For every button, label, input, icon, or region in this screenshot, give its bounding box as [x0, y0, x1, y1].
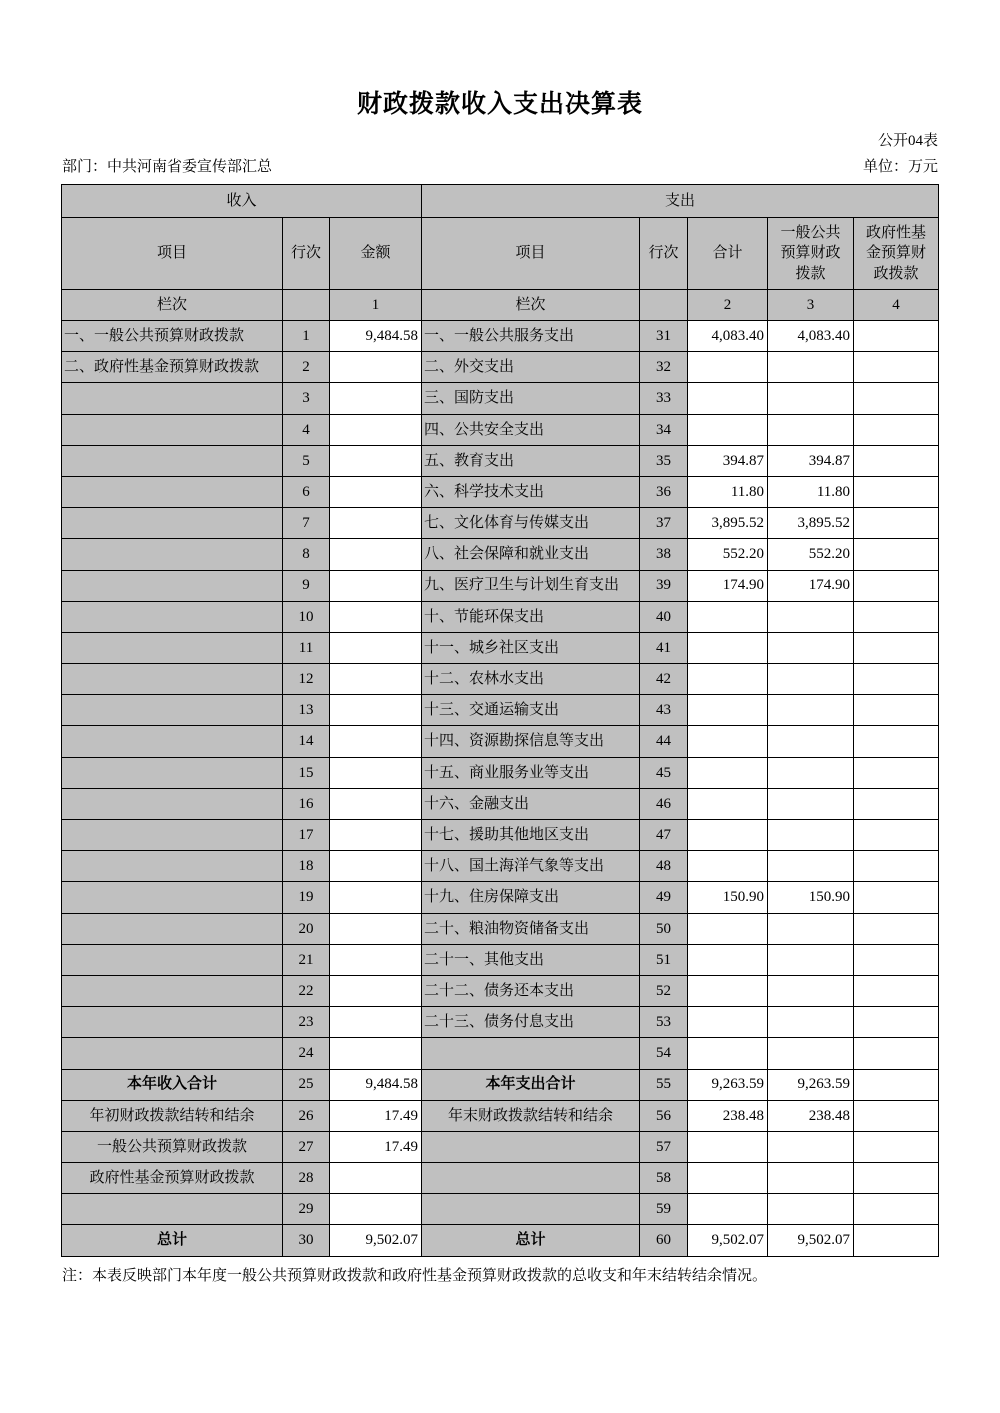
income-item-cell: 本年收入合计 — [62, 1069, 283, 1100]
expense-fund-cell — [854, 975, 939, 1006]
expense-total-cell — [688, 664, 768, 695]
expense-total-cell: 9,263.59 — [688, 1069, 768, 1100]
expense-fund-cell — [854, 570, 939, 601]
expense-general-cell — [768, 601, 854, 632]
income-line-cell: 12 — [283, 664, 330, 695]
income-line-cell: 20 — [283, 913, 330, 944]
expense-fund-cell — [854, 913, 939, 944]
expense-total-cell: 11.80 — [688, 476, 768, 507]
table-row — [62, 944, 939, 975]
table-row — [62, 1194, 939, 1225]
expense-total-cell — [688, 601, 768, 632]
table-row — [62, 664, 939, 695]
expense-item-cell: 十、节能环保支出 — [422, 601, 640, 632]
page-title: 财政拨款收入支出决算表 — [356, 90, 643, 118]
expense-item-cell: 九、医疗卫生与计划生育支出 — [422, 570, 640, 601]
expense-item-cell: 四、公共安全支出 — [422, 414, 640, 445]
expense-general-cell: 150.90 — [768, 882, 854, 913]
expense-general-cell — [768, 851, 854, 882]
income-line-cell: 19 — [283, 882, 330, 913]
income-item-cell — [62, 570, 283, 601]
expense-item-cell: 八、社会保障和就业支出 — [422, 539, 640, 570]
expense-line-cell: 53 — [640, 1007, 688, 1038]
expense-total-cell: 552.20 — [688, 539, 768, 570]
expense-item-cell: 本年支出合计 — [422, 1069, 640, 1100]
expense-fund-cell — [854, 664, 939, 695]
expense-general-cell — [768, 352, 854, 383]
expense-line-cell: 31 — [640, 321, 688, 352]
expense-item-cell: 十一、城乡社区支出 — [422, 632, 640, 663]
income-item-cell: 政府性基金预算财政拨款 — [62, 1163, 283, 1194]
table-row — [62, 1225, 939, 1256]
expense-line-cell: 39 — [640, 570, 688, 601]
income-amount-cell — [330, 383, 422, 414]
expense-total-cell — [688, 975, 768, 1006]
expense-general-index: 3 — [768, 290, 854, 321]
table-row — [62, 352, 939, 383]
form-code-label: 公开04表 — [877, 133, 938, 149]
expense-total-cell — [688, 695, 768, 726]
expense-general-cell: 4,083.40 — [768, 321, 854, 352]
expense-general-cell — [768, 975, 854, 1006]
income-amount-cell — [330, 913, 422, 944]
income-line-cell: 23 — [283, 1007, 330, 1038]
expense-general-cell: 174.90 — [768, 570, 854, 601]
income-item-cell — [62, 695, 283, 726]
expense-line-cell: 41 — [640, 632, 688, 663]
expense-line-cell: 36 — [640, 476, 688, 507]
table-row — [62, 632, 939, 663]
expense-line-cell: 33 — [640, 383, 688, 414]
expense-item-cell: 十五、商业服务业等支出 — [422, 757, 640, 788]
income-line-cell: 2 — [283, 352, 330, 383]
expense-fund-cell — [854, 1069, 939, 1100]
income-amount-cell — [330, 695, 422, 726]
income-amount-cell — [330, 975, 422, 1006]
income-item-cell — [62, 1038, 283, 1069]
income-item-cell — [62, 757, 283, 788]
expense-fund-index: 4 — [854, 290, 939, 321]
footnote: 注：本表反映部门本年度一般公共预算财政拨款和政府性基金预算财政拨款的总收支和年末结转结余情况。 — [62, 1268, 768, 1284]
expense-fund-cell — [854, 1038, 939, 1069]
col-header-income-item: 项目 — [62, 218, 283, 290]
col-header-general-budget: 一般公共预算财政拨款 — [768, 218, 854, 290]
income-item-cell — [62, 445, 283, 476]
expense-line-cell: 50 — [640, 913, 688, 944]
expense-fund-cell — [854, 820, 939, 851]
expense-total-cell: 3,895.52 — [688, 508, 768, 539]
income-item-cell — [62, 1194, 283, 1225]
income-line-cell: 5 — [283, 445, 330, 476]
expense-line-cell: 34 — [640, 414, 688, 445]
col-header-expense-total: 合计 — [688, 218, 768, 290]
income-amount-cell — [330, 664, 422, 695]
expense-section-header: 支出 — [422, 185, 939, 218]
income-item-cell — [62, 726, 283, 757]
expense-item-cell: 六、科学技术支出 — [422, 476, 640, 507]
expense-total-cell — [688, 851, 768, 882]
income-amount-cell: 9,484.58 — [330, 321, 422, 352]
expense-total-cell — [688, 788, 768, 819]
table-row — [62, 1163, 939, 1194]
expense-item-cell: 十二、农林水支出 — [422, 664, 640, 695]
income-amount-cell: 17.49 — [330, 1100, 422, 1131]
expense-line-cell: 46 — [640, 788, 688, 819]
table-row — [62, 788, 939, 819]
expense-general-cell — [768, 1131, 854, 1162]
expense-fund-cell — [854, 726, 939, 757]
budget-table — [61, 184, 939, 1257]
expense-fund-cell — [854, 476, 939, 507]
income-line-cell: 10 — [283, 601, 330, 632]
expense-line-cell: 52 — [640, 975, 688, 1006]
income-line-cell: 1 — [283, 321, 330, 352]
expense-line-cell: 45 — [640, 757, 688, 788]
income-line-cell: 26 — [283, 1100, 330, 1131]
expense-general-cell — [768, 757, 854, 788]
income-line-cell: 21 — [283, 944, 330, 975]
table-row — [62, 476, 939, 507]
expense-item-cell: 二、外交支出 — [422, 352, 640, 383]
income-line-cell: 4 — [283, 414, 330, 445]
income-line-cell: 25 — [283, 1069, 330, 1100]
table-row — [62, 445, 939, 476]
expense-line-cell: 35 — [640, 445, 688, 476]
table-row — [62, 601, 939, 632]
income-amount-cell — [330, 1007, 422, 1038]
expense-item-cell: 三、国防支出 — [422, 383, 640, 414]
income-amount-cell — [330, 539, 422, 570]
table-row — [62, 321, 939, 352]
income-amount-cell — [330, 601, 422, 632]
income-amount-cell — [330, 820, 422, 851]
meta-row — [62, 155, 938, 176]
expense-item-cell: 二十、粮油物资储备支出 — [422, 913, 640, 944]
income-amount-cell — [330, 476, 422, 507]
expense-fund-cell — [854, 321, 939, 352]
income-amount-cell — [330, 726, 422, 757]
income-item-cell — [62, 664, 283, 695]
expense-total-cell: 9,502.07 — [688, 1225, 768, 1256]
expense-general-cell — [768, 788, 854, 819]
expense-item-cell: 总计 — [422, 1225, 640, 1256]
expense-line-cell: 57 — [640, 1131, 688, 1162]
income-item-cell — [62, 913, 283, 944]
expense-item-cell — [422, 1038, 640, 1069]
expense-item-cell: 十七、援助其他地区支出 — [422, 820, 640, 851]
expense-total-cell — [688, 820, 768, 851]
income-amount-index: 1 — [330, 290, 422, 321]
income-amount-cell — [330, 632, 422, 663]
income-item-cell — [62, 539, 283, 570]
income-amount-cell — [330, 508, 422, 539]
expense-line-cell: 56 — [640, 1100, 688, 1131]
col-header-income-line: 行次 — [283, 218, 330, 290]
column-header-row — [62, 218, 939, 290]
income-item-cell — [62, 508, 283, 539]
table-row — [62, 1069, 939, 1100]
income-amount-cell — [330, 352, 422, 383]
expense-general-cell: 9,263.59 — [768, 1069, 854, 1100]
income-item-cell — [62, 944, 283, 975]
section-header-row — [62, 185, 939, 218]
expense-fund-cell — [854, 601, 939, 632]
income-item-cell — [62, 788, 283, 819]
income-section-header: 收入 — [62, 185, 422, 218]
expense-fund-cell — [854, 788, 939, 819]
expense-general-cell — [768, 913, 854, 944]
expense-item-cell: 七、文化体育与传媒支出 — [422, 508, 640, 539]
expense-total-cell: 394.87 — [688, 445, 768, 476]
expense-item-cell — [422, 1131, 640, 1162]
table-row — [62, 1007, 939, 1038]
expense-total-cell — [688, 414, 768, 445]
income-item-cell — [62, 1007, 283, 1038]
income-amount-cell: 9,502.07 — [330, 1225, 422, 1256]
income-line-cell: 28 — [283, 1163, 330, 1194]
table-row — [62, 1131, 939, 1162]
expense-item-cell: 十四、资源勘探信息等支出 — [422, 726, 640, 757]
income-amount-cell — [330, 882, 422, 913]
expense-total-cell: 238.48 — [688, 1100, 768, 1131]
table-body — [62, 321, 939, 1257]
expense-general-cell — [768, 664, 854, 695]
expense-general-cell: 9,502.07 — [768, 1225, 854, 1256]
table-row — [62, 539, 939, 570]
expense-fund-cell — [854, 882, 939, 913]
income-line-cell: 22 — [283, 975, 330, 1006]
expense-fund-cell — [854, 632, 939, 663]
income-line-cell: 11 — [283, 632, 330, 663]
expense-general-cell — [768, 695, 854, 726]
expense-line-cell: 38 — [640, 539, 688, 570]
expense-fund-cell — [854, 539, 939, 570]
income-amount-cell — [330, 944, 422, 975]
income-line-cell: 9 — [283, 570, 330, 601]
income-item-cell — [62, 414, 283, 445]
income-line-cell: 16 — [283, 788, 330, 819]
expense-line-cell: 49 — [640, 882, 688, 913]
income-item-cell: 总计 — [62, 1225, 283, 1256]
income-amount-cell — [330, 788, 422, 819]
expense-general-cell: 3,895.52 — [768, 508, 854, 539]
income-item-cell — [62, 851, 283, 882]
expense-line-cell: 44 — [640, 726, 688, 757]
expense-general-cell: 552.20 — [768, 539, 854, 570]
income-amount-cell — [330, 1194, 422, 1225]
expense-line-cell: 59 — [640, 1194, 688, 1225]
expense-line-cell: 48 — [640, 851, 688, 882]
expense-total-cell — [688, 1007, 768, 1038]
expense-fund-cell — [854, 383, 939, 414]
expense-line-cell: 60 — [640, 1225, 688, 1256]
income-amount-cell — [330, 570, 422, 601]
expense-general-cell — [768, 1194, 854, 1225]
income-amount-cell: 17.49 — [330, 1131, 422, 1162]
table-row — [62, 975, 939, 1006]
income-line-cell: 14 — [283, 726, 330, 757]
expense-item-cell: 十八、国土海洋气象等支出 — [422, 851, 640, 882]
income-item-cell — [62, 820, 283, 851]
col-header-expense-item: 项目 — [422, 218, 640, 290]
col-header-income-amount: 金额 — [330, 218, 422, 290]
income-line-cell: 30 — [283, 1225, 330, 1256]
table-row — [62, 882, 939, 913]
expense-item-cell: 年末财政拨款结转和结余 — [422, 1100, 640, 1131]
expense-fund-cell — [854, 944, 939, 975]
expense-general-cell — [768, 1038, 854, 1069]
table-row — [62, 726, 939, 757]
expense-item-cell: 二十三、债务付息支出 — [422, 1007, 640, 1038]
expense-line-cell: 40 — [640, 601, 688, 632]
expense-general-cell — [768, 1163, 854, 1194]
expense-item-cell — [422, 1194, 640, 1225]
table-row — [62, 757, 939, 788]
table-row — [62, 851, 939, 882]
income-amount-cell: 9,484.58 — [330, 1069, 422, 1100]
expense-fund-cell — [854, 757, 939, 788]
expense-general-cell: 11.80 — [768, 476, 854, 507]
expense-total-cell — [688, 757, 768, 788]
expense-general-cell — [768, 726, 854, 757]
income-amount-cell — [330, 1038, 422, 1069]
table-row — [62, 570, 939, 601]
expense-total-cell: 150.90 — [688, 882, 768, 913]
expense-total-cell — [688, 913, 768, 944]
expense-item-cell: 十六、金融支出 — [422, 788, 640, 819]
expense-fund-cell — [854, 445, 939, 476]
expense-total-cell — [688, 1194, 768, 1225]
income-item-cell: 一般公共预算财政拨款 — [62, 1131, 283, 1162]
expense-general-cell — [768, 414, 854, 445]
expense-general-cell: 238.48 — [768, 1100, 854, 1131]
income-amount-cell — [330, 445, 422, 476]
income-amount-cell — [330, 414, 422, 445]
expense-fund-cell — [854, 1225, 939, 1256]
col-header-expense-line: 行次 — [640, 218, 688, 290]
expense-fund-cell — [854, 1163, 939, 1194]
expense-fund-cell — [854, 1131, 939, 1162]
expense-fund-cell — [854, 1007, 939, 1038]
expense-line-index-blank — [640, 290, 688, 321]
income-item-cell — [62, 975, 283, 1006]
income-item-cell — [62, 632, 283, 663]
expense-total-cell — [688, 944, 768, 975]
income-line-cell: 6 — [283, 476, 330, 507]
expense-line-cell: 55 — [640, 1069, 688, 1100]
expense-line-cell: 58 — [640, 1163, 688, 1194]
expense-item-cell: 五、教育支出 — [422, 445, 640, 476]
expense-line-cell: 47 — [640, 820, 688, 851]
income-amount-cell — [330, 851, 422, 882]
expense-fund-cell — [854, 851, 939, 882]
income-line-cell: 27 — [283, 1131, 330, 1162]
expense-fund-cell — [854, 1100, 939, 1131]
expense-line-cell: 43 — [640, 695, 688, 726]
income-amount-cell — [330, 757, 422, 788]
expense-line-cell: 37 — [640, 508, 688, 539]
income-item-cell: 二、政府性基金预算财政拨款 — [62, 352, 283, 383]
column-index-row — [62, 290, 939, 321]
income-item-cell — [62, 383, 283, 414]
expense-item-cell: 十九、住房保障支出 — [422, 882, 640, 913]
income-line-cell: 3 — [283, 383, 330, 414]
income-line-cell: 18 — [283, 851, 330, 882]
income-line-cell: 7 — [283, 508, 330, 539]
table-row — [62, 1038, 939, 1069]
expense-fund-cell — [854, 1194, 939, 1225]
table-row — [62, 508, 939, 539]
income-item-cell: 一、一般公共预算财政拨款 — [62, 321, 283, 352]
table-row — [62, 1100, 939, 1131]
expense-fund-cell — [854, 352, 939, 383]
expense-general-cell: 394.87 — [768, 445, 854, 476]
expense-line-cell: 32 — [640, 352, 688, 383]
income-line-cell: 17 — [283, 820, 330, 851]
table-row — [62, 913, 939, 944]
expense-line-cell: 54 — [640, 1038, 688, 1069]
expense-item-cell: 二十一、其他支出 — [422, 944, 640, 975]
expense-total-cell: 4,083.40 — [688, 321, 768, 352]
expense-total-cell — [688, 352, 768, 383]
income-line-cell: 29 — [283, 1194, 330, 1225]
income-line-index-blank — [283, 290, 330, 321]
expense-general-cell — [768, 944, 854, 975]
table-row — [62, 383, 939, 414]
expense-item-cell: 一、一般公共服务支出 — [422, 321, 640, 352]
expense-line-cell: 42 — [640, 664, 688, 695]
expense-total-cell — [688, 1131, 768, 1162]
income-index-label: 栏次 — [62, 290, 283, 321]
expense-line-cell: 51 — [640, 944, 688, 975]
income-item-cell — [62, 882, 283, 913]
income-line-cell: 15 — [283, 757, 330, 788]
department-label: 部门：中共河南省委宣传部汇总 — [62, 159, 273, 175]
income-line-cell: 8 — [283, 539, 330, 570]
expense-fund-cell — [854, 508, 939, 539]
expense-fund-cell — [854, 695, 939, 726]
expense-total-cell — [688, 1163, 768, 1194]
expense-total-cell — [688, 632, 768, 663]
table-row — [62, 695, 939, 726]
table-row — [62, 820, 939, 851]
col-header-gov-fund: 政府性基金预算财政拨款 — [854, 218, 939, 290]
expense-item-cell: 二十二、债务还本支出 — [422, 975, 640, 1006]
expense-total-cell — [688, 1038, 768, 1069]
expense-fund-cell — [854, 414, 939, 445]
income-line-cell: 13 — [283, 695, 330, 726]
expense-item-cell: 十三、交通运输支出 — [422, 695, 640, 726]
expense-item-cell — [422, 1163, 640, 1194]
expense-general-cell — [768, 820, 854, 851]
expense-index-label: 栏次 — [422, 290, 640, 321]
income-line-cell: 24 — [283, 1038, 330, 1069]
table-row — [62, 414, 939, 445]
income-item-cell: 年初财政拨款结转和结余 — [62, 1100, 283, 1131]
expense-total-cell — [688, 726, 768, 757]
expense-general-cell — [768, 632, 854, 663]
income-item-cell — [62, 601, 283, 632]
expense-general-cell — [768, 383, 854, 414]
expense-total-cell: 174.90 — [688, 570, 768, 601]
expense-total-index: 2 — [688, 290, 768, 321]
expense-general-cell — [768, 1007, 854, 1038]
unit-label: 单位：万元 — [862, 159, 938, 175]
income-item-cell — [62, 476, 283, 507]
expense-total-cell — [688, 383, 768, 414]
income-amount-cell — [330, 1163, 422, 1194]
